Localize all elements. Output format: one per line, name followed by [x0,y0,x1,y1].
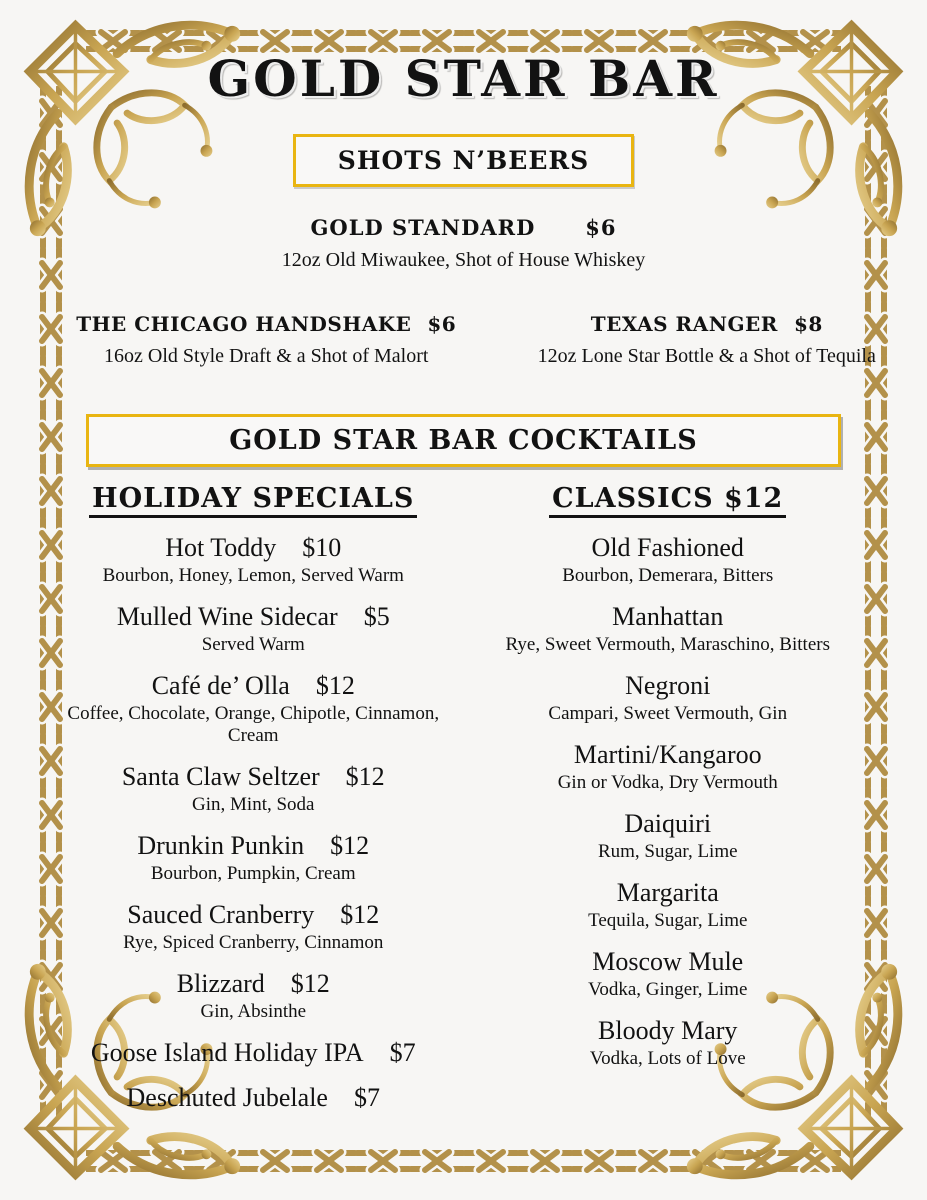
column-classics [461,483,927,1070]
cocktails-columns [0,483,927,1113]
item-name: Martini/Kangaroo [573,740,762,769]
shots-pair-row [0,312,927,368]
item-name: GOLD STANDARD [310,215,536,240]
item-name: THE CHICAGO HANDSHAKE [76,312,412,336]
item-price: $6 [585,215,617,240]
item-name: Daiquiri [624,809,712,838]
menu-item-chicago-handshake [0,312,487,368]
column-heading-classics: CLASSICS $12 [549,483,786,518]
menu-item [46,901,461,954]
item-desc: Gin or Vodka, Dry Vermouth [557,771,778,793]
item-name: Santa Claw Seltzer [121,762,320,792]
shots-section-header: SHOTS N’BEERS [293,134,634,187]
item-name: TEXAS RANGER [590,312,778,336]
menu-item [46,1039,461,1068]
item-desc: Coffee, Chocolate, Orange, Chipotle, Cinnamon, Cream [67,702,440,746]
menu-item [461,948,876,1001]
item-price: $6 [427,312,457,336]
menu-item [46,832,461,885]
item-price: $12 [340,900,380,930]
item-name: Old Fashioned [591,533,744,562]
item-price: $12 [315,671,355,700]
menu-item [46,534,461,587]
menu-item [461,879,876,932]
column-holiday-specials [0,483,461,1113]
item-desc: Vodka, Ginger, Lime [588,978,748,1000]
item-name: Drunkin Punkin [137,831,305,861]
bar-title: GOLD STAR BAR [207,49,720,108]
item-name: Bloody Mary [598,1016,738,1045]
item-name: Café de’ Olla [151,671,290,700]
item-name: Goose Island Holiday IPA [90,1038,364,1068]
menu-item [46,763,461,816]
item-name: Negroni [625,671,711,700]
menu-item [46,970,461,1023]
menu-item [461,672,876,725]
item-price: $12 [345,762,385,792]
item-desc: 16oz Old Style Draft & a Shot of Malort [104,345,429,367]
item-desc: Rum, Sugar, Lime [597,840,738,862]
menu-item-gold-standard [0,215,927,272]
item-desc: Vodka, Lots of Love [589,1047,746,1069]
item-price: $5 [363,602,390,631]
item-desc: 12oz Old Miwaukee, Shot of House Whiskey [281,249,646,271]
menu-item [461,534,876,587]
item-name: Blizzard [176,969,265,999]
item-price: $12 [290,969,330,999]
menu-item [461,810,876,863]
item-name: Hot Toddy [165,533,277,562]
cocktails-section-header: GOLD STAR BAR COCKTAILS [86,414,841,467]
item-desc: Rye, Spiced Cranberry, Cinnamon [123,932,384,953]
item-desc: 12oz Lone Star Bottle & a Shot of Tequila [537,345,876,367]
item-desc: Served Warm [201,633,305,655]
item-desc: Tequila, Sugar, Lime [588,909,748,931]
item-price: $10 [302,533,342,562]
item-desc: Campari, Sweet Vermouth, Gin [548,702,788,724]
item-name: Margarita [616,878,719,907]
item-desc: Gin, Mint, Soda [192,794,315,815]
menu-item [461,603,876,656]
menu-item [461,1017,876,1070]
item-desc: Gin, Absinthe [200,1001,307,1022]
item-price: $8 [793,312,823,336]
item-price: $7 [389,1038,416,1068]
item-name: Sauced Cranberry [127,900,315,930]
column-heading-holiday-specials: HOLIDAY SPECIALS [89,483,417,518]
menu-item [461,741,876,794]
item-desc: Bourbon, Pumpkin, Cream [150,863,356,884]
item-name: Manhattan [612,602,724,631]
item-price: $7 [353,1083,380,1112]
item-name: Mulled Wine Sidecar [116,602,338,631]
menu-item [46,672,461,747]
menu-item-texas-ranger [487,312,927,368]
item-desc: Bourbon, Demerara, Bitters [562,564,774,586]
item-price: $12 [330,831,370,861]
item-name: Moscow Mule [592,947,744,976]
item-desc: Bourbon, Honey, Lemon, Served Warm [102,564,404,586]
item-name: Deschuted Jubelale [126,1083,328,1112]
item-desc: Rye, Sweet Vermouth, Maraschino, Bitters [505,633,830,655]
menu-item [46,1084,461,1113]
menu-item [46,603,461,656]
